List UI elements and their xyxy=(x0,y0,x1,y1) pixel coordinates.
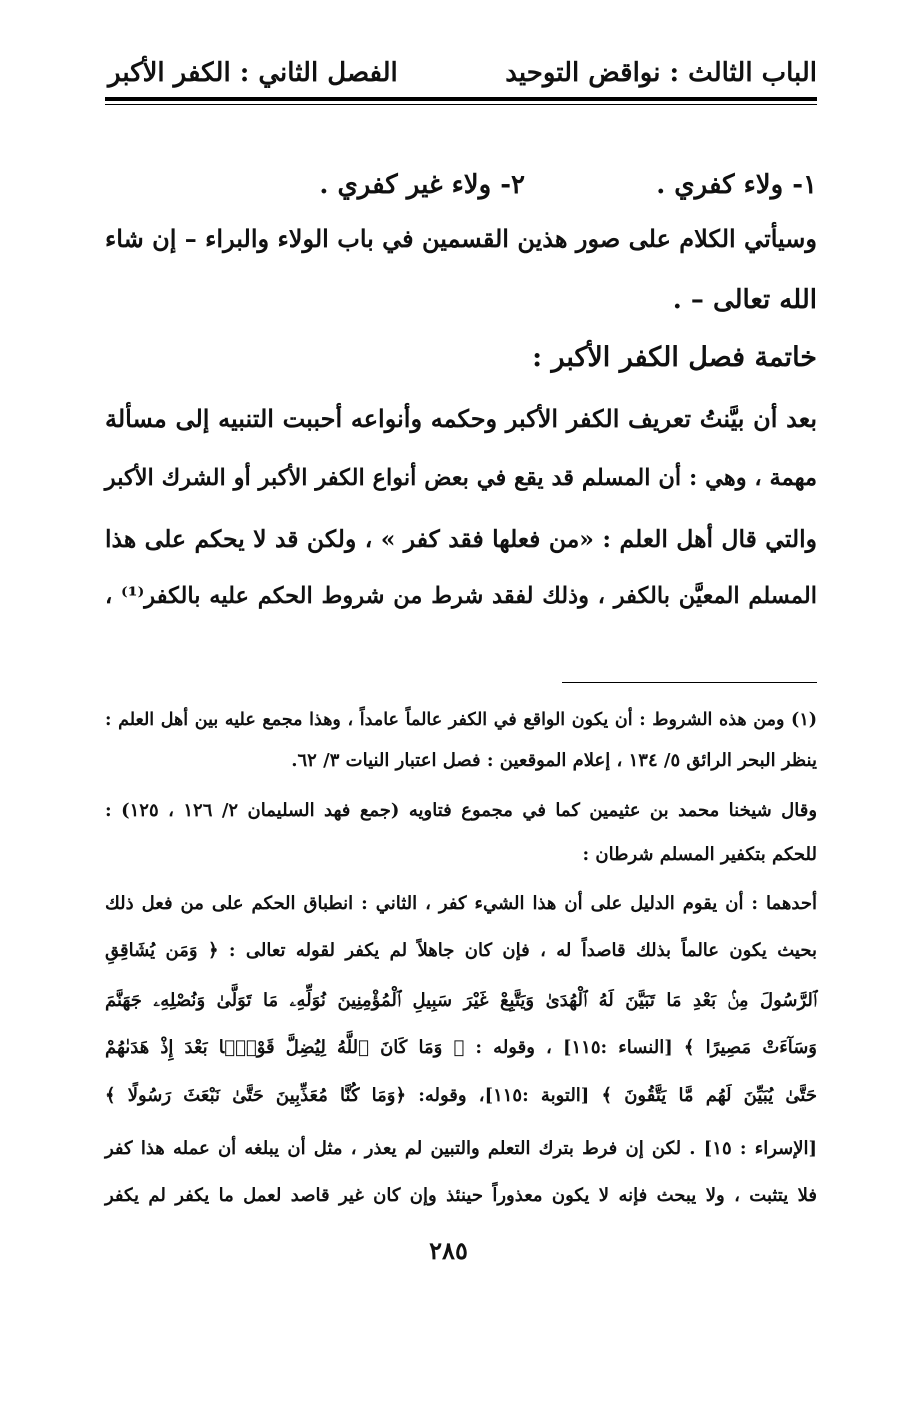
running-header-section: الفصل الثاني : الكفر الأكبر xyxy=(108,58,398,88)
list-item-2: ٢- ولاء غير كفري . xyxy=(319,170,525,200)
body-line-4: مهمة ، وهي : أن المسلم قد يقع في بعض أنواع الكفر الأكبر أو الشرك الأكبر xyxy=(104,465,817,491)
body-line-1: وسيأتي الكلام على صور هذين القسمين في باب الولاء والبراء – إن شاء xyxy=(105,224,817,253)
body-line-2: الله تعالى – . xyxy=(672,285,817,315)
body-line-6: المسلم المعيَّن بالكفر ، وذلك لفقد شرط من شروط الحكم عليه بالكفر⁽¹⁾ ، xyxy=(105,583,817,609)
body-line-5: والتي قال أهل العلم : «من فعلها فقد كفر » ، ولكن قد لا يحكم على هذا xyxy=(105,525,817,553)
footnote-line-11: فلا يتثبت ، ولا يبحث فإنه لا يكون معذوراً حينئذ وإن كان غير قاصد لعمل ما يكفر لم يكفر xyxy=(105,1185,817,1206)
header-rule-thick xyxy=(105,97,817,101)
footnote-line-6: بحيث يكون عالماً بذلك قاصداً له ، فإن كان جاهلاً لم يكفر لقوله تعالى : ﴿ وَمَن يُشَاقِقِ xyxy=(105,940,817,961)
body-line-3: بعد أن بيَّنتُ تعريف الكفر الأكبر وحكمه وأنواعه أحببت التنبيه إلى مسألة xyxy=(105,404,817,433)
list-item-1: ١- ولاء كفري . xyxy=(656,170,817,200)
footnote-line-10: [الإسراء : ١٥] . لكن إن فرط بترك التعلم والتبين لم يعذر ، مثل أن يبلغه أن عمله هذا كفر xyxy=(105,1138,817,1159)
footnote-line-9: حَتَّىٰ يُبَيِّنَ لَهُم مَّا يَتَّقُونَ ﴾ [التوبة :١١٥]، وقوله: ﴿وَمَا كُنَّا مُعَذِّبِينَ حَتَّىٰ نَبْعَثَ رَسُولًا ﴾ xyxy=(105,1085,817,1106)
footnote-line-5: أحدهما : أن يقوم الدليل على أن هذا الشيء كفر ، الثاني : انطباق الحكم على من فعل ذلك xyxy=(105,893,817,914)
footnote-line-4: للحكم بتكفير المسلم شرطان : xyxy=(582,844,817,865)
footnote-line-1: (١) ومن هذه الشروط : أن يكون الواقع في الكفر عالماً عامداً ، وهذا مجمع عليه بين أهل العلم : xyxy=(105,710,817,730)
page-number: ٢٨٥ xyxy=(429,1236,468,1265)
running-header-chapter: الباب الثالث : نواقض التوحيد xyxy=(505,58,817,88)
footnote-line-3: وقال شيخنا محمد بن عثيمين كما في مجموع فتاويه (جمع فهد السليمان ٢/ ١٢٦ ، ١٢٥) : xyxy=(105,800,818,821)
footnote-separator xyxy=(562,682,817,683)
footnote-line-7: ٱلرَّسُولَ مِنۢ بَعْدِ مَا تَبَيَّنَ لَهُ ٱلْهُدَىٰ وَيَتَّبِعْ غَيْرَ سَبِيلِ ٱلْمُؤْمِنِينَ نُوَلِّهِۦ مَا تَوَلَّىٰ وَنُصْلِهِۦ جَهَنَّمَ xyxy=(105,990,817,1011)
footnote-line-2: ينظر البحر الرائق ٥/ ١٣٤ ، إعلام الموقعين : فصل اعتبار النيات ٣/ ٦٢. xyxy=(291,750,817,771)
footnote-line-8: وَسَآءَتْ مَصِيرًا ﴾ [النساء :١١٥] ، وقوله : ﴿ وَمَا كَانَ ٱللَّهُ لِيُضِلَّ قَوْمًۢا بَعْدَ إِذْ هَدَىٰهُمْ xyxy=(105,1037,817,1058)
section-title: خاتمة فصل الكفر الأكبر : xyxy=(532,342,817,373)
header-rule-thin xyxy=(105,104,817,105)
